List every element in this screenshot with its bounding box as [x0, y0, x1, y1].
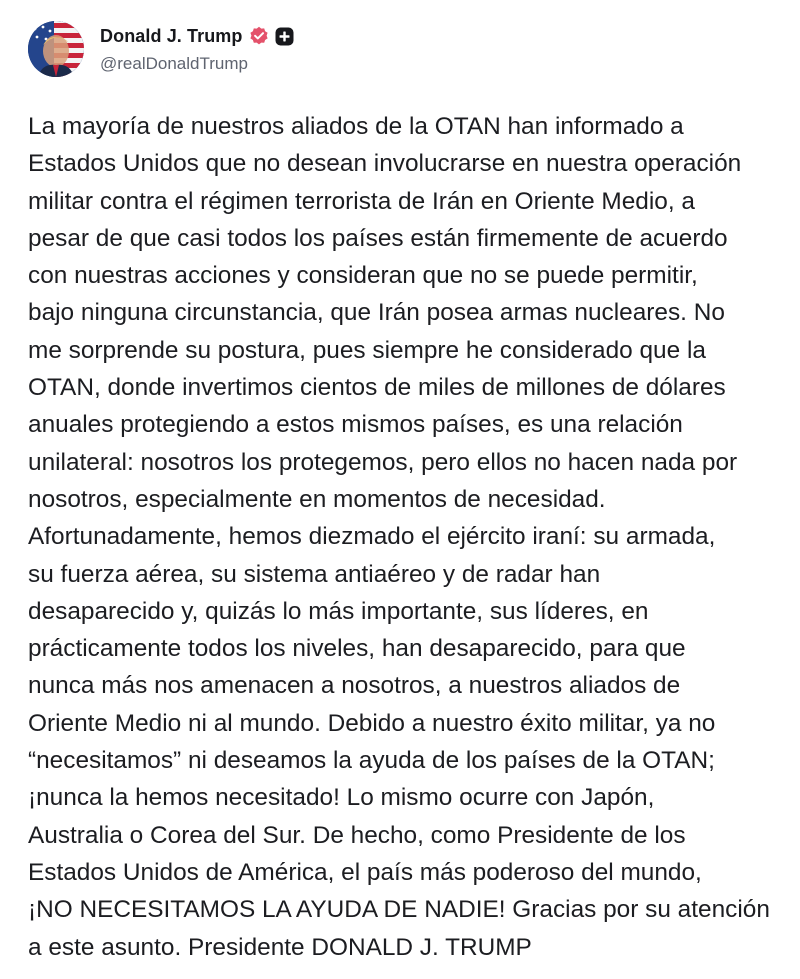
avatar-image: [28, 21, 84, 77]
author-identity: [100, 24, 294, 74]
post-header: [28, 18, 294, 80]
plus-badge-icon: [275, 27, 294, 46]
handle[interactable]: @realDonaldTrump: [100, 54, 248, 73]
avatar[interactable]: [28, 21, 84, 77]
verified-badge-icon: [249, 26, 269, 46]
name-row: [100, 24, 294, 48]
display-name[interactable]: Donald J. Trump: [100, 25, 243, 46]
post-text: La mayoría de nuestros aliados de la OTAN han informado a Estados Unidos que no desean involucrarse en nuestra operación militar contra el régimen terrorista de Irán en Oriente Medio, a pesar de que casi todos los países están firmemente de acuerdo con nuestras acciones y consideran que no se puede permitir, bajo ninguna circunstancia, que Irán posea armas nucleares. No me sorprende su postura, pues siempre he considerado que la OTAN, donde invertimos cientos de miles de millones de dólares anuales protegiendo a estos mismos países, es una relación unilateral: nosotros los protegemos, pero ellos no hacen nada por nosotros, especialmente en momentos de necesidad. Afortunadamente, hemos diezmado el ejército iraní: su armada, su fuerza aérea, su sistema antiaéreo y de radar han desaparecido y, quizás lo más importante, sus líderes, en prácticamente todos los niveles, han desaparecido, para que nunca más nos amenacen a nosotros, a nuestros aliados de Oriente Medio ni al mundo. Debido a nuestro éxito militar, ya no “necesitamos” ni deseamos la ayuda de los países de la OTAN; ¡nunca la hemos necesitado! Lo mismo ocurre con Japón, Australia o Corea del Sur. De hecho, como Presidente de los Estados Unidos de América, el país más poderoso del mundo, ¡NO NECESITAMOS LA AYUDA DE NADIE! Gracias por su atención a este asunto. Presidente DONALD J. TRUMP: [28, 113, 770, 961]
